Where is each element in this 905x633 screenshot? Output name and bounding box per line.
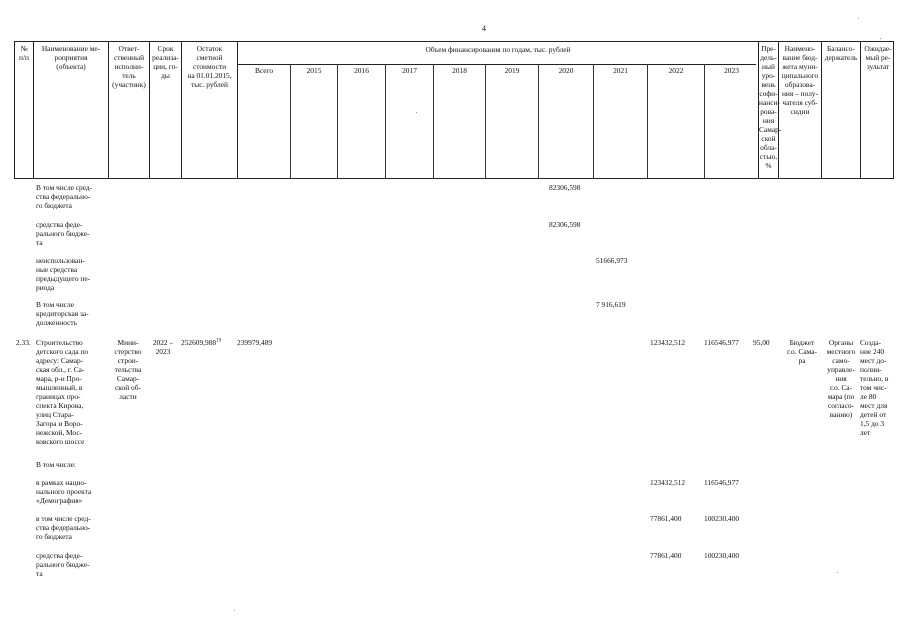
cell-2022: 77861,400 [650,551,682,560]
item-name: Строительство детского сада по адресу: Самар- ская обл., г. Са- мара, р-н Про- мышленный, в границах про- спекта Кирова, улиц Стара- Загора и Воро- нежской, Мос- ковского шоссе [36,338,89,447]
col-divider [237,42,238,178]
header-year: 2018 [452,66,467,75]
scan-speck [880,38,881,39]
header-year: 2016 [354,66,369,75]
cell-2021: 51666,973 [596,256,628,265]
item-executor: Мини- стерство строи- тельства Самар- ской об- ласти [114,338,142,402]
item-balance-value: 252609,988 [181,338,217,347]
scan-speck [234,610,235,611]
scan-speck [416,112,417,113]
year-divider [538,64,539,178]
year-divider [647,64,648,178]
year-divider [337,64,338,178]
cell-2023: 100230,400 [704,551,740,560]
header-total: Всего [254,66,274,75]
header-cofinancing: Пре- дель- ный уро- вень софи- нанси- рова- ния Самар- ской обла- стью, % [759,44,782,171]
page-number: 4 [482,24,486,33]
cell-2023: 116546,977 [704,478,739,487]
table-header [14,41,894,179]
scan-speck [858,18,859,19]
header-num: № п/п [19,44,29,63]
item-2023: 116546,977 [704,338,739,347]
row-label: В том числе сред- ства федерально- го бюджета [36,183,93,211]
header-year: 2023 [724,66,739,75]
header-recipient: Наимено- вание бюд- жета муни- ципального образова- ния – полу- чателя суб- сидии [781,44,819,117]
row-label: в том числе сред- ства федерально- го бюджета [36,514,91,542]
header-result: Ожидае- мый ре- зультат [864,44,892,72]
cell-2021: 7 916,619 [596,300,626,309]
item-holder: Органы местного само- управле- ния г.о. Са- мара (по согласо- ванию) [826,338,856,420]
year-divider [290,64,291,178]
row-label: В том числе кредиторская за- долженность [36,300,89,328]
item-2022: 123432,512 [650,338,686,347]
header-funding-title: Объем финансирования по годам, тыс. рублей [425,45,571,54]
item-balance [181,338,221,347]
cell-2022: 77861,400 [650,514,682,523]
year-divider [385,64,386,178]
item-number: 2.33. [16,338,31,347]
header-year: 2021 [613,66,628,75]
row-label: В том числе: [36,460,76,469]
header-year: 2019 [504,66,520,75]
header-holder: Балансо- держатель [824,44,858,63]
header-year: 2017 [402,66,417,75]
cell-2023: 100230,400 [704,514,740,523]
footnote-mark: 19 [216,338,222,344]
scan-speck [837,572,838,573]
header-balance: Остаток сметной стоимости на 01.01.2015, тыс. рублей [187,44,232,90]
header-year: 2020 [558,66,574,75]
col-divider [821,42,822,178]
row-label: средства феде- рального бюдже- та [36,220,90,248]
item-period: 2022 – 2023 [152,338,174,357]
cell-2020: 82306,598 [549,183,581,192]
row-label: в рамках нацио- нального проекта «Демография» [36,478,92,506]
header-executor: Ответ- ственный исполни- тель (участник) [112,44,146,90]
item-cofinancing: 95,00 [753,338,770,347]
item-recipient: Бюджет г.о. Сама- ра [786,338,817,366]
header-year: 2015 [306,66,322,75]
cell-2020: 82306,598 [549,220,581,229]
year-divider [704,64,705,178]
funding-divider [237,64,756,65]
header-name: Наименование ме- роприятия (объекта) [41,44,101,72]
year-divider [485,64,486,178]
header-period: Срок реализа- ции, го- ды [152,44,179,81]
cell-2022: 123432,512 [650,478,686,487]
row-label: средства феде- рального бюдже- та [36,551,90,579]
item-total: 239979,489 [237,338,273,347]
year-divider [433,64,434,178]
item-result: Созда- ние 240 мест до- полни- тельно, в том чис- ле 80 мест для детей от 1,5 до 3 лет [860,338,889,438]
header-year: 2022 [668,66,684,75]
row-label: неиспользован- ные средства предыдущего пе- риода [36,256,91,293]
year-divider [593,64,594,178]
